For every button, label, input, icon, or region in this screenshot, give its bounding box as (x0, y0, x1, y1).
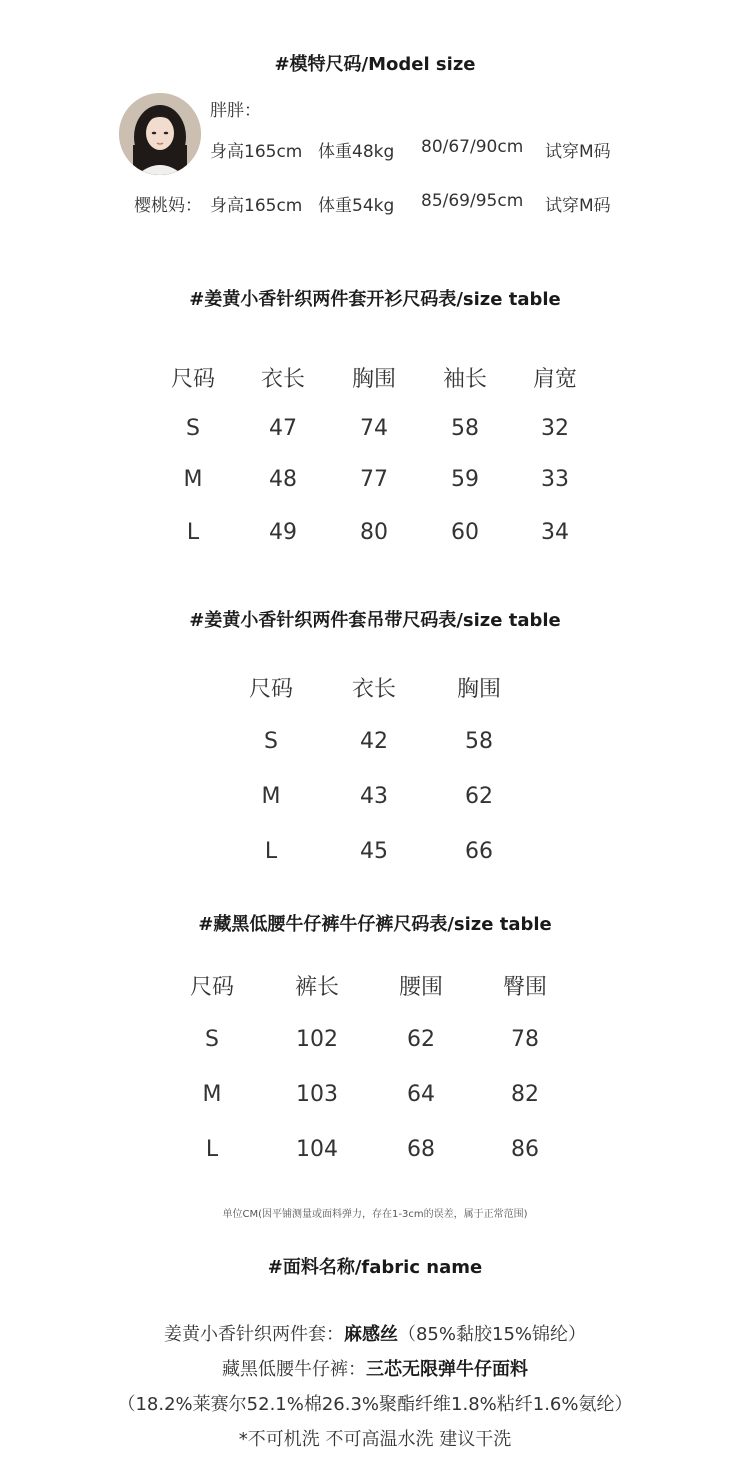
table2-cell: 43 (360, 784, 388, 809)
table3-cell: S (205, 1027, 219, 1052)
table3-cell: M (202, 1082, 222, 1107)
model-avatar (119, 93, 201, 175)
table1-cell: 49 (269, 520, 297, 545)
table3-cell: 78 (511, 1027, 539, 1052)
fabric-line-1-detail: （85%黏胶15%锦纶） (397, 1324, 586, 1345)
model1-tried-size: 试穿M码 (545, 142, 611, 162)
table3-header: 腰围 (398, 975, 443, 1000)
table2-cell: 62 (465, 784, 493, 809)
table1-cell: 60 (451, 520, 479, 545)
table3-cell: L (205, 1137, 219, 1162)
table2-header: 尺码 (248, 677, 293, 702)
table2-cell: 42 (360, 729, 388, 754)
table3-cell: 86 (511, 1137, 539, 1162)
fabric-line-2-bold: 三芯无限弹牛仔面料 (366, 1359, 528, 1380)
table1-cell: S (186, 416, 200, 441)
table1-cell: 48 (269, 467, 297, 492)
table2-cell: S (264, 729, 278, 754)
table1-cell: M (183, 467, 203, 492)
table1-heading: #姜黄小香针织两件套开衫尺码表/size table (189, 289, 561, 310)
table2-heading: #姜黄小香针织两件套吊带尺码表/size table (189, 610, 561, 631)
model2-measurements: 85/69/95cm (421, 191, 524, 211)
table3-header: 臀围 (502, 975, 547, 1000)
table1-header: 尺码 (170, 367, 215, 392)
fabric-line-2-label: 藏黑低腰牛仔裤： (222, 1359, 366, 1380)
model2-tried-size: 试穿M码 (545, 196, 611, 216)
fabric-line-2 (0, 1355, 750, 1381)
model2-height: 身高165cm (210, 196, 303, 216)
table1-cell: 47 (269, 416, 297, 441)
model1-height: 身高165cm (210, 142, 303, 162)
table1-header: 胸围 (351, 367, 396, 392)
table1-header: 衣长 (260, 367, 305, 392)
table3-heading: #藏黑低腰牛仔裤牛仔裤尺码表/size table (198, 914, 552, 935)
table2-cell: 58 (465, 729, 493, 754)
table2-cell: 45 (360, 839, 388, 864)
table1-header: 肩宽 (532, 367, 577, 392)
fabric-heading: #面料名称/fabric name (267, 1257, 483, 1278)
table3-cell: 62 (407, 1027, 435, 1052)
fabric-line-1-bold: 麻感丝 (343, 1324, 398, 1345)
table1-header: 袖长 (442, 367, 487, 392)
measurement-note: 单位CM(因平铺测量或面料弹力，存在1-3cm的误差，属于正常范围) (222, 1209, 528, 1220)
table3-cell: 103 (296, 1082, 338, 1107)
table1-cell: 59 (451, 467, 479, 492)
table1-cell: L (186, 520, 200, 545)
table3-cell: 104 (296, 1137, 338, 1162)
table3-cell: 102 (296, 1027, 338, 1052)
model2-weight: 体重54kg (318, 196, 395, 216)
table3-header: 裤长 (294, 975, 339, 1000)
fabric-line-1-label: 姜黄小香针织两件套： (163, 1324, 344, 1345)
table2-cell: 66 (465, 839, 493, 864)
fabric-line-3: （18.2%莱赛尔52.1%棉26.3%聚酯纤维1.8%粘纤1.6%氨纶） (117, 1394, 633, 1415)
table2-header: 胸围 (456, 677, 501, 702)
care-instructions: *不可机洗 不可高温水洗 建议干洗 (238, 1429, 512, 1450)
table1-cell: 80 (360, 520, 388, 545)
table1-cell: 33 (541, 467, 569, 492)
table2-cell: L (264, 839, 278, 864)
table3-cell: 68 (407, 1137, 435, 1162)
model1-weight: 体重48kg (318, 142, 395, 162)
table3-cell: 82 (511, 1082, 539, 1107)
table1-cell: 34 (541, 520, 569, 545)
model2-name: 樱桃妈： (134, 196, 202, 216)
table1-cell: 58 (451, 416, 479, 441)
table3-header: 尺码 (189, 975, 234, 1000)
fabric-line-1 (0, 1320, 750, 1346)
table1-cell: 77 (360, 467, 388, 492)
model1-measurements: 80/67/90cm (421, 137, 524, 157)
table3-cell: 64 (407, 1082, 435, 1107)
table2-header: 衣长 (351, 677, 396, 702)
table1-cell: 32 (541, 416, 569, 441)
model1-name: 胖胖： (210, 101, 261, 121)
model-size-heading: #模特尺码/Model size (274, 54, 476, 75)
table1-cell: 74 (360, 416, 388, 441)
table2-cell: M (261, 784, 281, 809)
